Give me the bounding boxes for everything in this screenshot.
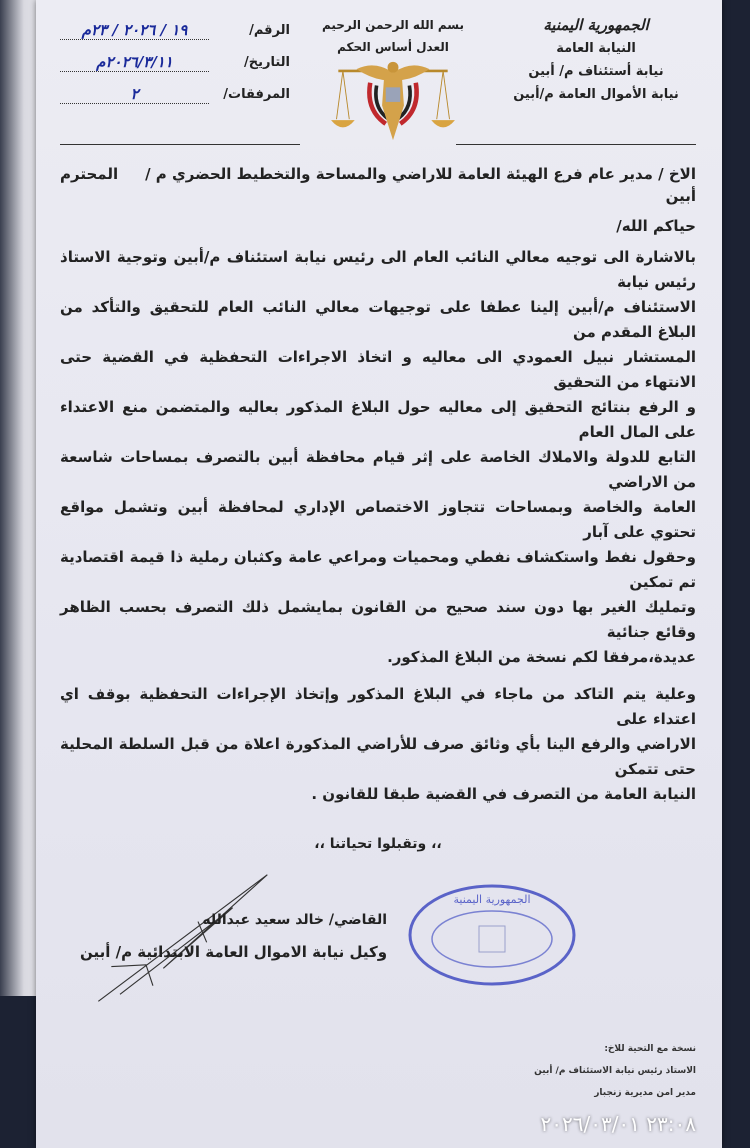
paragraph-2 xyxy=(60,682,696,807)
honorific: المحترم xyxy=(60,165,119,183)
letter-page xyxy=(36,0,722,1148)
org-line: نيابة الأموال العامة م/أبين xyxy=(513,87,679,102)
header-dividers xyxy=(60,144,696,145)
signatory-name: القاضي/ خالد سعيد عبدالله xyxy=(202,911,388,928)
greeting: حياكم الله/ xyxy=(616,217,696,235)
header-divider xyxy=(60,144,300,145)
attachments-value: ٢ xyxy=(60,85,209,104)
photo-timestamp: ٢٣:٠٨ ٢٠٢٦/٠٣/٠١ xyxy=(540,1112,696,1136)
body-line: بالاشارة الى توجيه معالي النائب العام الى رئيس نيابة استئناف م/أبين وتوجية الاستاذ رئيس نيابة xyxy=(60,248,696,291)
header-divider xyxy=(456,144,696,145)
date-value: ٢٠٢٦/٣/١١م xyxy=(60,53,209,72)
scales-eagle-emblem-icon xyxy=(323,60,463,142)
body-line: العامة والخاصة وبمساحات تتجاوز الاختصاص الإداري لمحافظة أبين وتشمل مواقع تحتوي على آبار xyxy=(60,498,696,541)
body-line: وتمليك الغير بها دون سند صحيح من القانون بمايشمل ذلك التصرف بحسب الظاهر وقائع جنائية xyxy=(60,598,696,641)
org-header xyxy=(496,14,696,106)
basmala: بسم الله الرحمن الرحيم xyxy=(321,18,465,32)
letter-header xyxy=(60,14,696,142)
background-surface xyxy=(0,0,40,996)
ref-row xyxy=(60,14,290,46)
addressee: الاخ / مدير عام فرع الهيئة العامة للاراضي والمساحة والتخطيط الحضري م / أبين xyxy=(145,165,696,205)
body-line: المستشار نبيل العمودي الى معاليه و اتخاذ الاجراءات التحفظية في القضية حتى الانتهاء من التحقيق xyxy=(60,348,696,391)
body-line: وحقول نفط واستكشاف نفطي ومحميات ومراعي عامة وكثبان رملية ذا قيمة اقتصادية تم تمكين xyxy=(60,548,696,591)
copy-line: الاستاذ رئيس نيابة الاستئناف م/ أبين xyxy=(534,1066,696,1076)
org-line: النيابة العامة xyxy=(556,41,636,56)
republic-title: الجمهورية اليمنية xyxy=(543,16,649,34)
body-line: الاراضي والرفع الينا بأي وثائق صرف للأراضي المذكورة اعلاة من قبل السلطة المحلية حتى تتمكن xyxy=(60,735,696,778)
ref-label: الرقم/ xyxy=(249,22,290,38)
paragraph-1 xyxy=(60,245,696,670)
ref-number: ١٩ / ٢٠٢٦ / ٢٣م xyxy=(60,21,209,40)
motto: العدل أساس الحكم xyxy=(337,40,449,54)
body-line: التابع للدولة والاملاك الخاصة على إثر قيام محافظة أبين بالتصرف بمساحات شاسعة من الاراضي xyxy=(60,448,696,491)
signature-block xyxy=(60,883,696,988)
org-line: نيابة أستئناف م/ أبين xyxy=(528,64,664,79)
closing: ،، وتقبلوا تحياتنا ،، xyxy=(314,836,442,852)
attachments-label: المرفقات/ xyxy=(223,86,290,102)
signatory-title: وكيل نيابة الاموال العامة الابتدائية م/ أبين xyxy=(80,942,388,961)
signatory xyxy=(80,904,387,968)
date-row xyxy=(60,46,290,78)
stamp-text: الجمهورية اليمنية xyxy=(453,893,531,906)
copies-list xyxy=(60,1038,696,1104)
reference-block xyxy=(60,14,290,110)
copy-line: نسخة مع التحية للاخ: xyxy=(604,1044,696,1054)
body-line: عديدة،مرفقا لكم نسخة من البلاغ المذكور. xyxy=(387,648,696,666)
date-label: التاريخ/ xyxy=(243,54,290,70)
copy-line: مدير امن مديرية زنجبار xyxy=(594,1088,696,1098)
body-line: وعلية يتم التاكد من ماجاء في البلاغ المذكور وإتخاذ الإجراءات التحفظية بوقف اي اعتداء على xyxy=(60,685,696,728)
addressee-line xyxy=(60,163,696,207)
attachments-row xyxy=(60,78,290,110)
center-header xyxy=(308,14,478,142)
body-line: النيابة العامة من التصرف في القضية طبقا للقانون . xyxy=(311,785,696,803)
body-line: و الرفع بنتائج التحقيق إلى معاليه حول البلاغ المذكور بعاليه والمتضمن منع الاعتداء على المال العام xyxy=(60,398,696,441)
body-line: الاستئناف م/أبين إلينا عطفا على توجيهات معالي النائب العام للتحقيق والتأكد من البلاغ المقدم من xyxy=(60,298,696,341)
official-stamp-icon xyxy=(407,883,577,988)
